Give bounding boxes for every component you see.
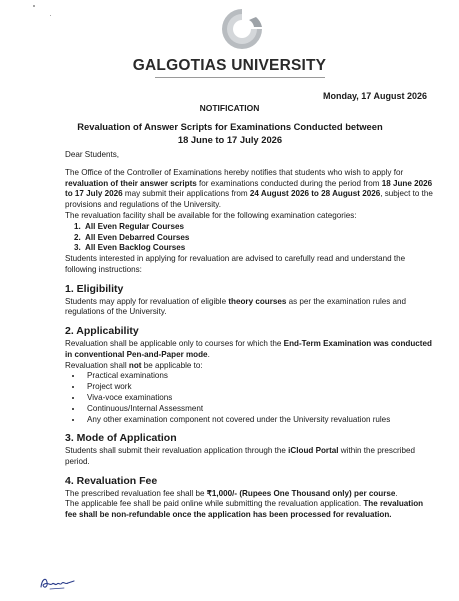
- notice-title-line1: Revaluation of Answer Scripts for Examinations Conducted between: [77, 121, 383, 132]
- applicability-exclusion: Revaluation shall not be applicable to:: [65, 360, 203, 370]
- list-item: 3. All Even Backlog Courses: [83, 243, 433, 254]
- list-item: • Viva-voce examinations: [83, 393, 433, 404]
- category-list: [65, 222, 433, 254]
- scan-speck: [33, 5, 35, 7]
- notice-title: [40, 121, 420, 146]
- exclusion-list: [65, 371, 433, 425]
- eligibility-text: Students may apply for revaluation of eligible theory courses as per the examination rules and regulations of the University.: [65, 296, 407, 317]
- intro-paragraph: The Office of the Controller of Examinations hereby notifies that students who wish to apply for revaluation of their answer scripts for examinations conducted during the period from 18 June 2026 to 17 July 2026 may submit their applications from 24 August 2026 to 28 August 2026, subject to the provisions and regulations of the University.: [65, 167, 433, 210]
- notice-title-line2: 18 June to 17 July 2026: [177, 133, 283, 145]
- notice-label: NOTIFICATION: [199, 103, 260, 113]
- applicability-text: Revaluation shall be applicable only to courses for which the End-Term Examination was conducted in conventional Pen-and-Paper mode.: [65, 338, 432, 359]
- header-rule: [155, 77, 325, 78]
- section-heading-applicability: 2. Applicability: [65, 325, 139, 338]
- scan-speck: [50, 15, 51, 16]
- categories-intro: The revaluation facility shall be available for the following examination categories:: [65, 210, 357, 220]
- signature-icon: [38, 573, 78, 593]
- notice-date: Monday, 17 August 2026: [322, 91, 427, 101]
- section-heading-eligibility: 1. Eligibility: [65, 282, 124, 295]
- fee-payment-text: The applicable fee shall be paid online while submitting the revaluation application. The revaluation fee shall be non-refundable once the application has been processed for revaluation.: [65, 499, 424, 520]
- list-item: • Practical examinations: [83, 371, 433, 382]
- section-heading-mode: 3. Mode of Application: [65, 432, 177, 445]
- instructions-intro: Students interested in applying for revaluation are advised to carefully read and understand the following instructions:: [65, 254, 406, 274]
- section-heading-fee: 4. Revaluation Fee: [65, 474, 158, 487]
- list-item: • Any other examination component not covered under the University revaluation rules: [83, 415, 433, 426]
- salutation: Dear Students,: [65, 150, 119, 159]
- notice-body: [65, 150, 433, 521]
- list-item: 1. All Even Regular Courses: [83, 222, 433, 233]
- list-item: 2. All Even Debarred Courses: [83, 233, 433, 244]
- university-name: GALGOTIAS UNIVERSITY: [132, 57, 327, 74]
- list-item: • Continuous/Internal Assessment: [83, 404, 433, 415]
- university-logo-icon: [218, 5, 266, 53]
- mode-text: Students shall submit their revaluation application through the iCloud Portal within the prescribed period.: [65, 446, 416, 466]
- list-item: • Project work: [83, 382, 433, 393]
- fee-text: The prescribed revaluation fee shall be ₹1,000/- (Rupees One Thousand only) per course.: [65, 488, 398, 498]
